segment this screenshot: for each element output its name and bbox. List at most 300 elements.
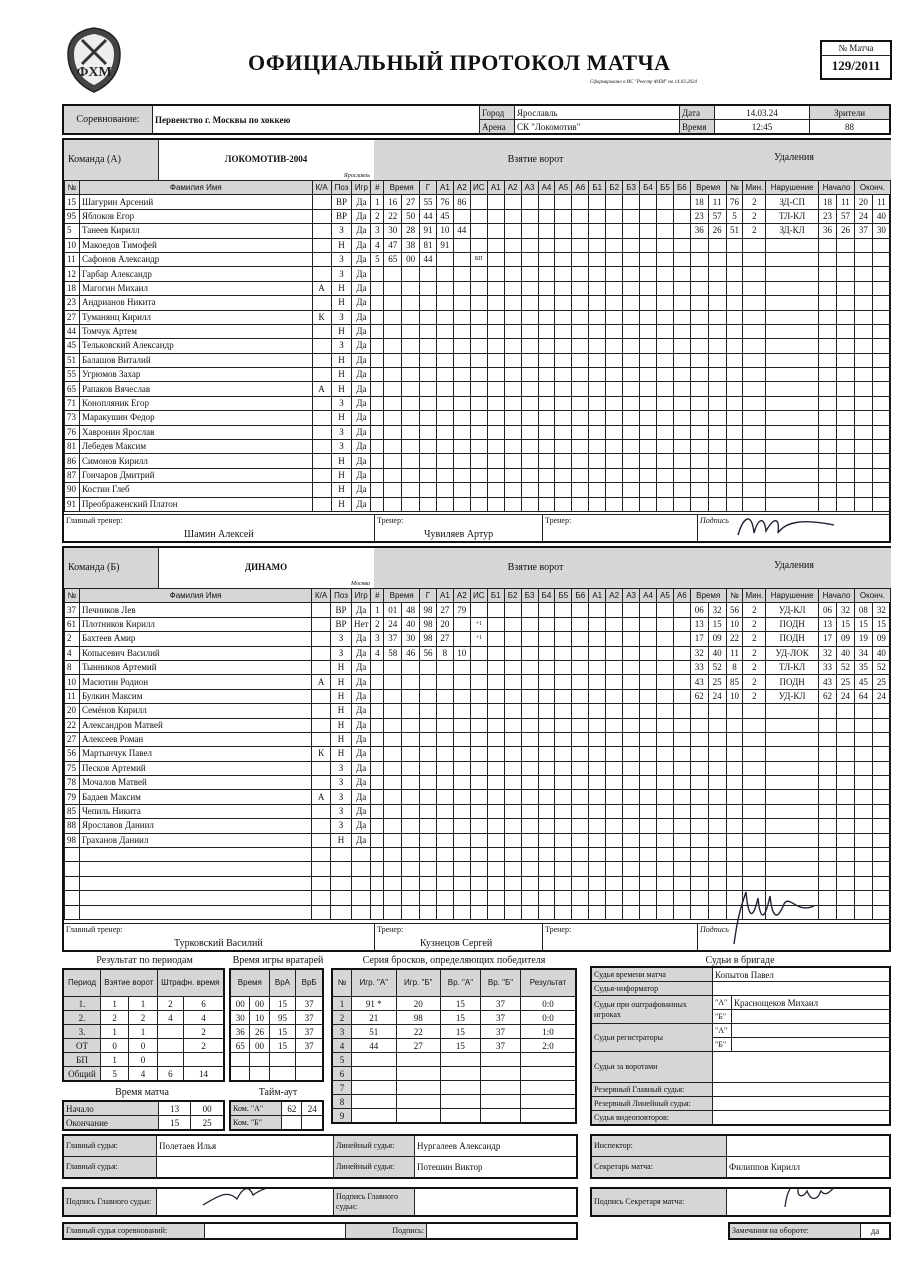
period-pim-a: [157, 1039, 183, 1053]
goal-a1: 8: [436, 646, 453, 660]
periods-h-period: Период: [63, 969, 101, 997]
divider: [542, 515, 543, 542]
shootout-h-vb: Вр. "Б": [480, 969, 520, 997]
brigade-title: Судьи в бригаде: [705, 955, 775, 966]
shootout-goalie-b: 37: [480, 1025, 520, 1039]
goal-a1: 20: [436, 617, 453, 631]
player-played: Да: [351, 660, 370, 674]
pen-ss: 57: [708, 209, 726, 223]
divider: [697, 924, 698, 951]
pen-start-ss: 15: [837, 617, 855, 631]
col-pen-min: Мин.: [743, 589, 766, 603]
registrars-a-tag: "А": [713, 1024, 732, 1038]
time-value: 12:45: [715, 120, 810, 135]
period-pim-a: [157, 1025, 183, 1039]
player-name: Семёнов Кирилл: [79, 704, 311, 718]
inspector-table: [590, 1134, 891, 1179]
competition-sig-label: Подпись:: [346, 1223, 427, 1239]
player-pos: Н: [331, 238, 352, 252]
player-name: Магогин Михаил: [79, 281, 312, 295]
player-name: Туманянц Кирилл: [79, 310, 312, 324]
pen-end-mm: 08: [854, 603, 872, 617]
player-pos: Н: [331, 689, 352, 703]
divider: [697, 515, 698, 542]
col-opp_b-0: Б1: [589, 181, 606, 195]
pen-violation: ЗД-КЛ: [766, 224, 819, 238]
player-ka: [312, 425, 331, 439]
pen-start-ss: 52: [837, 660, 855, 674]
player-name: Симонов Кирилл: [79, 454, 312, 468]
team-b-name-box: [158, 548, 375, 588]
main-ref-2: [157, 1157, 334, 1179]
player-ka: А: [312, 281, 331, 295]
table-row: [63, 1067, 224, 1082]
player-ka: [312, 209, 331, 223]
shootout-h-ia: Игр. "А": [352, 969, 397, 997]
pen-ss: 32: [708, 603, 726, 617]
goal-n: 3: [371, 632, 384, 646]
shootout-h-no: №: [332, 969, 352, 997]
col-opp_a-3: А4: [538, 181, 555, 195]
arena-value: СК "Локомотив": [515, 120, 680, 135]
table-row: [65, 761, 891, 775]
goal-scorer: 44: [420, 252, 437, 266]
penalty-judges-label: Судьи при оштрафованных игроках: [591, 996, 713, 1024]
player-played: Да: [352, 238, 371, 252]
pen-start-mm: 23: [819, 209, 837, 223]
team-b-name: ДИНАМО: [244, 562, 288, 572]
goal-is: [470, 224, 487, 238]
table-row: [65, 396, 891, 410]
player-pos: ВР: [331, 603, 352, 617]
col-pos: Поз: [331, 589, 352, 603]
col-opp_b-1: Б2: [606, 181, 623, 195]
pen-start-ss: 24: [837, 689, 855, 703]
goal-scorer: 56: [420, 646, 437, 660]
player-pos: З: [331, 646, 352, 660]
divider: [374, 924, 375, 951]
col-opp_a-5: А6: [673, 589, 690, 603]
table-row: [65, 632, 891, 646]
match-time-title: Время матча: [115, 1087, 169, 1098]
player-pos: Н: [331, 660, 352, 674]
shootout-player-b: 27: [396, 1039, 440, 1053]
team-b-head-coach: Турковский Василий: [174, 938, 263, 949]
match-end-h: 15: [159, 1116, 191, 1131]
table-row: [332, 1011, 576, 1025]
shootout-goalie-b: 37: [480, 1011, 520, 1025]
table-row: [230, 1025, 323, 1039]
goal-n: 4: [371, 646, 384, 660]
shootout-no: 7: [332, 1081, 352, 1095]
table-row: [65, 238, 891, 252]
goal-ss: 38: [402, 238, 420, 252]
goal-mm: 30: [384, 224, 402, 238]
player-pos: З: [331, 224, 352, 238]
shootout-player-b: [396, 1095, 440, 1109]
pen-end-ss: 30: [872, 224, 890, 238]
col-played: Игр: [352, 181, 371, 195]
pen-player: 5: [726, 209, 743, 223]
pen-start-mm: 06: [819, 603, 837, 617]
goal-mm: 24: [384, 617, 402, 631]
shootout-goalie-b: 37: [480, 997, 520, 1011]
goal-ss: 27: [402, 195, 420, 209]
table-row: [63, 997, 224, 1011]
team-a-head-coach: Шамин Алексей: [184, 529, 254, 540]
goal-ss: 40: [402, 617, 420, 631]
team-a-label-box: [64, 140, 159, 180]
table-row: [65, 468, 891, 482]
player-played: Да: [351, 603, 370, 617]
pen-violation: ПОДН: [766, 675, 819, 689]
match-info-table: [62, 104, 891, 135]
col-a1: А1: [436, 589, 453, 603]
player-name: Гончаров Дмитрий: [79, 468, 312, 482]
player-no: 90: [65, 483, 80, 497]
shootout-player-a: 44: [352, 1039, 397, 1053]
player-ka: [312, 483, 331, 497]
pen-start-mm: 62: [819, 689, 837, 703]
pen-start-ss: 40: [837, 646, 855, 660]
table-row: [65, 310, 891, 324]
player-pos: Н: [331, 732, 352, 746]
divider: [542, 924, 543, 951]
pen-player: 10: [726, 617, 743, 631]
shootout-player-b: [396, 1109, 440, 1124]
pen-ss: 52: [708, 660, 726, 674]
reserve-main-label: Резервный Главный судья:: [591, 1083, 713, 1097]
pen-violation: ЗД-СП: [766, 195, 819, 209]
player-ka: [312, 718, 331, 732]
shootout-goalie-b: [480, 1067, 520, 1081]
pen-player: 10: [726, 689, 743, 703]
pen-min: 2: [743, 195, 766, 209]
player-name: Конопляник Егор: [79, 396, 312, 410]
shootout-player-a: [352, 1095, 397, 1109]
team-a-coach-label: Тренер:: [377, 516, 404, 525]
goalie-mm: 30: [230, 1011, 250, 1025]
city-label: Город: [480, 105, 515, 120]
competition-ref-label: Главный судья соревнований:: [63, 1223, 205, 1239]
pen-mm: 43: [690, 675, 708, 689]
logo-text: ФХМ: [76, 65, 112, 80]
player-ka: [312, 195, 331, 209]
player-pos: ВР: [331, 209, 352, 223]
table-row: [65, 617, 891, 631]
timeout-b-label: Ком. "Б": [230, 1116, 282, 1131]
goal-ss: 48: [402, 603, 420, 617]
table-row: [332, 1053, 576, 1067]
col-opp_a-4: А5: [656, 589, 673, 603]
table-row: [63, 1025, 224, 1039]
logo: [64, 26, 124, 94]
player-ka: А: [312, 675, 331, 689]
table-row: [332, 1109, 576, 1124]
period-goals-a: 5: [101, 1067, 129, 1082]
player-name: Тельковский Александр: [79, 339, 312, 353]
match-number-label: № Матча: [822, 42, 890, 56]
goalie-ss: 00: [250, 997, 269, 1011]
goal-a2: [453, 617, 470, 631]
table-row: [65, 675, 891, 689]
player-played: Да: [352, 425, 371, 439]
team-a-city: Ярославль: [343, 173, 370, 179]
player-played: Да: [351, 675, 370, 689]
pen-end-mm: 37: [854, 224, 872, 238]
goalie-va: 15: [269, 1025, 296, 1039]
table-row: [65, 252, 891, 266]
pen-ss: 24: [708, 689, 726, 703]
col-opp_a-3: А4: [640, 589, 657, 603]
arena-label: Арена: [480, 120, 515, 135]
player-pos: Н: [331, 675, 352, 689]
player-played: Да: [351, 689, 370, 703]
goal-scorer: 91: [420, 224, 437, 238]
pen-start-ss: 11: [837, 195, 855, 209]
team-a-signature-label: Подпись: [700, 516, 729, 525]
shootout-player-a: [352, 1081, 397, 1095]
time-judge: Копытов Павел: [713, 967, 891, 982]
team-b-goals-header: [374, 548, 698, 588]
player-name: Алексеев Роман: [79, 732, 311, 746]
match-time-table: [62, 1100, 225, 1131]
col-start: Начало: [819, 589, 855, 603]
pen-violation: УД-КЛ: [766, 689, 819, 703]
period-goals-b: 0: [129, 1039, 157, 1053]
player-ka: А: [312, 382, 331, 396]
table-row: [65, 454, 891, 468]
player-no: 61: [65, 617, 80, 631]
player-played: Да: [351, 776, 370, 790]
pen-player: 76: [726, 195, 743, 209]
player-no: 2: [65, 632, 80, 646]
penalty-a-tag: "А": [713, 996, 732, 1010]
period-label: 3.: [63, 1025, 101, 1039]
player-name: Балашов Виталий: [79, 353, 312, 367]
table-row: [230, 997, 323, 1011]
pen-start-mm: 36: [819, 224, 837, 238]
pen-ss: 25: [708, 675, 726, 689]
penalty-b-tag: "Б": [713, 1010, 732, 1024]
table-row: [65, 646, 891, 660]
team-a-goals-header: [374, 140, 698, 180]
shootout-no: 9: [332, 1109, 352, 1124]
player-pos: З: [331, 267, 352, 281]
pen-min: 2: [743, 646, 766, 660]
player-name: Плотников Кирилл: [79, 617, 311, 631]
player-no: 55: [65, 368, 80, 382]
pen-mm: 33: [690, 660, 708, 674]
goalies-h-time: Время: [230, 969, 269, 997]
goalie-va: 15: [269, 997, 296, 1011]
player-name: Рапаков Вячеслав: [79, 382, 312, 396]
shootout-player-a: 51: [352, 1025, 397, 1039]
player-ka: [312, 603, 331, 617]
pen-min: 2: [743, 603, 766, 617]
shootout-result: 0:0: [520, 1011, 576, 1025]
table-row: [65, 776, 891, 790]
pen-mm: 18: [690, 195, 708, 209]
col-time: Время: [384, 181, 420, 195]
team-a-coach: Чувиляев Артур: [424, 529, 494, 540]
goal-ss: 50: [402, 209, 420, 223]
table-row: [65, 296, 891, 310]
pen-end-mm: 35: [854, 660, 872, 674]
player-ka: [312, 704, 331, 718]
player-name: Костин Глеб: [79, 483, 312, 497]
col-played: Игр: [351, 589, 370, 603]
shootout-player-b: 20: [396, 997, 440, 1011]
player-name: Чепиль Никита: [79, 804, 311, 818]
goal-scorer: 98: [420, 632, 437, 646]
player-ka: [312, 368, 331, 382]
goalie-vb: 37: [296, 1011, 323, 1025]
pen-mm: 32: [690, 646, 708, 660]
shootout-title: Серия бросков, определяющих победителя: [362, 955, 546, 966]
player-ka: [312, 646, 331, 660]
pen-violation: УД-ЛОК: [766, 646, 819, 660]
shootout-player-a: 21: [352, 1011, 397, 1025]
referees-table: [62, 1134, 578, 1179]
col-opp_a-2: А3: [623, 589, 640, 603]
main-ref-signature-icon: [197, 1188, 287, 1211]
shootout-no: 3: [332, 1025, 352, 1039]
match-start-h: 13: [159, 1101, 191, 1116]
page-title: ОФИЦИАЛЬНЫЙ ПРОТОКОЛ МАТЧА: [248, 50, 671, 75]
pen-player: 85: [726, 675, 743, 689]
col-is: ИС: [470, 589, 487, 603]
table-row: [65, 718, 891, 732]
player-played: Да: [352, 224, 371, 238]
player-played: Да: [352, 454, 371, 468]
table-row: [332, 1067, 576, 1081]
goal-is: [470, 646, 487, 660]
table-row: [65, 790, 891, 804]
goal-mm: 37: [384, 632, 402, 646]
match-number-box: [820, 40, 892, 80]
timeout-a-ss: 24: [302, 1101, 323, 1116]
player-ka: [312, 497, 331, 511]
main-ref-label-2: Главный судья:: [63, 1157, 157, 1179]
player-no: 71: [65, 396, 80, 410]
player-played: Да: [352, 468, 371, 482]
player-played: Да: [351, 632, 370, 646]
shootout-player-a: [352, 1109, 397, 1124]
pen-mm: 13: [690, 617, 708, 631]
main-ref-1: Полетаев Илья: [157, 1135, 334, 1157]
player-ka: [312, 296, 331, 310]
player-no: 91: [65, 497, 80, 511]
periods-title: Результат по периодам: [96, 955, 193, 966]
pen-end-mm: 34: [854, 646, 872, 660]
goal-mm: 16: [384, 195, 402, 209]
period-pim-a: [157, 1053, 183, 1067]
goal-n: 3: [371, 224, 384, 238]
team-b-grid: [64, 588, 891, 920]
shootout-player-b: [396, 1067, 440, 1081]
goalie-mm: 00: [230, 997, 250, 1011]
player-pos: З: [331, 252, 352, 266]
secretary-label: Секретарь матча:: [591, 1157, 727, 1179]
col-end: Оконч.: [854, 181, 890, 195]
player-pos: Н: [331, 497, 352, 511]
player-pos: Н: [331, 833, 352, 847]
player-played: Да: [352, 324, 371, 338]
goal-is: [470, 238, 487, 252]
goal-scorer: 44: [420, 209, 437, 223]
pen-violation: ПОДН: [766, 632, 819, 646]
player-pos: З: [331, 425, 352, 439]
shootout-h-va: Вр. "А": [440, 969, 480, 997]
player-name: Булкин Максим: [79, 689, 311, 703]
player-ka: К: [312, 747, 331, 761]
col-opp_b-5: Б6: [673, 181, 690, 195]
col-opp_a-0: А1: [589, 589, 606, 603]
team-a-coach2-label: Тренер:: [545, 516, 572, 525]
col-ka: К/А: [312, 589, 331, 603]
col-pen-time: Время: [690, 589, 726, 603]
goals-label: Взятие ворот: [507, 154, 564, 165]
goal-mm: 65: [384, 252, 402, 266]
pen-start-ss: 57: [837, 209, 855, 223]
period-pim-b: 2: [184, 1039, 224, 1053]
table-row: [65, 382, 891, 396]
pen-ss: 15: [708, 617, 726, 631]
table-row: [65, 704, 891, 718]
pen-end-ss: 11: [872, 195, 890, 209]
col-opp_a-1: А2: [504, 181, 521, 195]
periods-h-goals: Взятие ворот: [101, 969, 158, 997]
player-no: 45: [65, 339, 80, 353]
player-pos: З: [331, 804, 352, 818]
player-played: Да: [351, 704, 370, 718]
goal-a2: [453, 632, 470, 646]
goal-mm: 01: [384, 603, 402, 617]
player-name: Танеев Кирилл: [79, 224, 312, 238]
period-label: БП: [63, 1053, 101, 1067]
goal-a1: 10: [436, 224, 453, 238]
period-pim-b: 14: [184, 1067, 224, 1082]
player-no: 44: [65, 324, 80, 338]
col-opp_a-2: А3: [521, 181, 538, 195]
player-name: Угрюмов Захар: [79, 368, 312, 382]
goal-a2: 79: [453, 603, 470, 617]
date-label: Дата: [680, 105, 715, 120]
match-number: 129/2011: [831, 58, 881, 73]
shootout-goalie-a: 15: [440, 997, 480, 1011]
goalies-table: [229, 968, 324, 1082]
shootout-goalie-a: 15: [440, 1039, 480, 1053]
pen-end-ss: 25: [872, 675, 890, 689]
player-ka: [312, 324, 331, 338]
player-pos: Н: [331, 704, 352, 718]
player-no: 86: [65, 454, 80, 468]
table-row: [65, 425, 891, 439]
col-violation: Нарушение: [766, 181, 819, 195]
goal-a2: [453, 209, 470, 223]
col-start: Начало: [819, 181, 855, 195]
player-no: 95: [65, 209, 80, 223]
team-b-coach: Кузнецов Сергей: [420, 938, 493, 949]
fhm-logo-icon: [64, 26, 124, 94]
sig-main2-label: Подпись Главного судьи:: [334, 1188, 415, 1216]
player-ka: [312, 224, 331, 238]
competition-ref-table: [62, 1222, 578, 1240]
player-ka: [312, 267, 331, 281]
player-pos: Н: [331, 718, 352, 732]
player-pos: Н: [331, 411, 352, 425]
